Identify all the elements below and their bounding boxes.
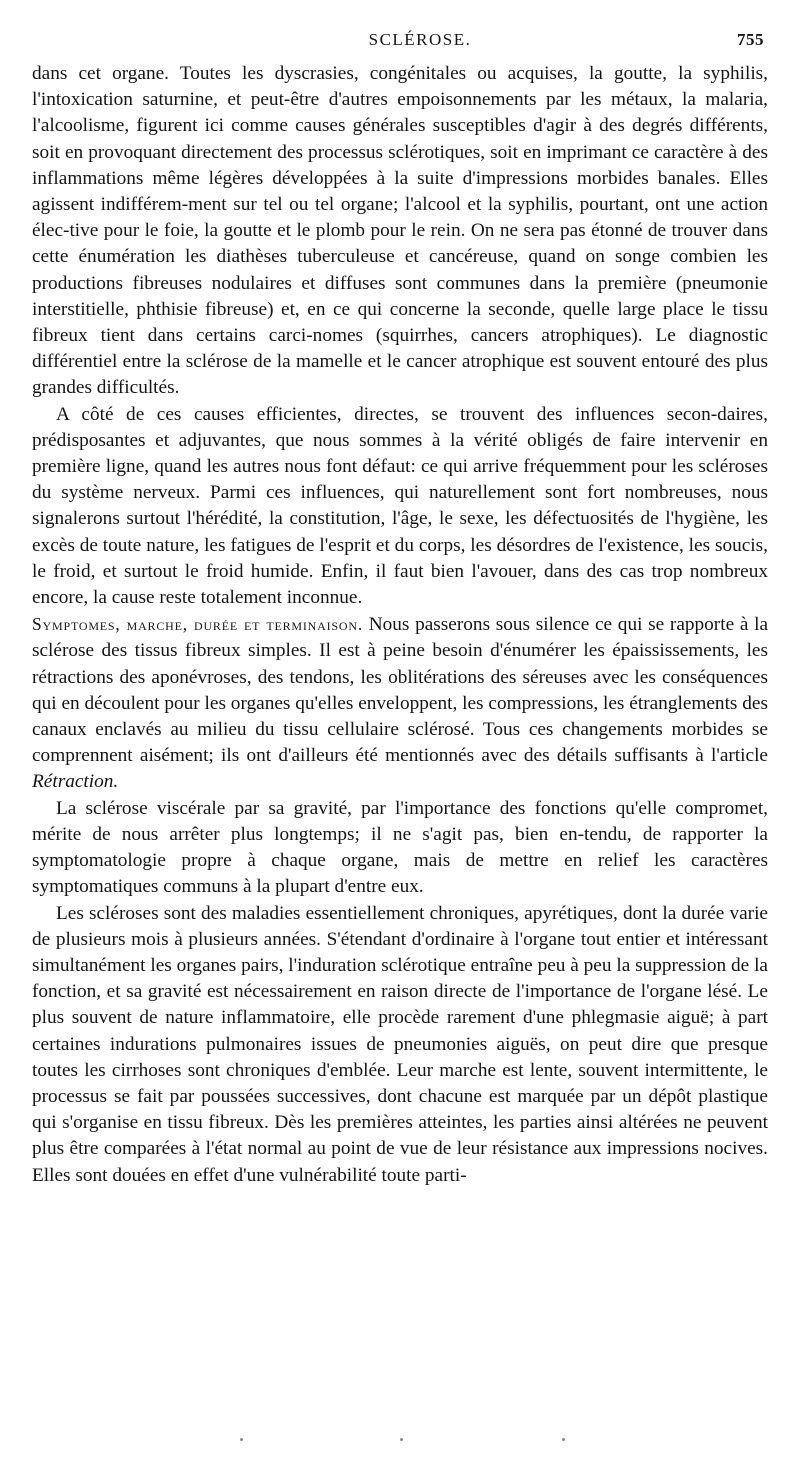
- paragraph-sclerose-viscerale: La sclérose viscérale par sa gravité, par l'importance des fonctions qu'elle compromet, mérite de nous arrêter plus longtemps; il ne s'agit pas, bien en-tendu, de rapporter la symptomatologie propre à chaque organe, mais de mettre en relief les caractères symptomatiques communs à la plupart d'entre eux.: [32, 797, 768, 898]
- book-page: [32, 26, 768, 1189]
- running-head: [32, 26, 768, 56]
- paragraph-symptomes: [32, 611, 768, 795]
- page-footer-specks: [0, 1438, 800, 1442]
- paragraph-causes-generales: dans cet organe. Toutes les dyscrasies, congénitales ou acquises, la goutte, la syphilis, l'intoxication saturnine, et peut-être d'autres empoisonnements par les métaux, la malaria, l'alcoolisme, figurent ici comme causes générales susceptibles d'agir à des degrés différents, soit en provoquant directement des processus sclérotiques, soit en imprimant ce caractère à des inflammations même légères développées à la suite d'impressions morbides banales. Elles agissent indifférem-ment sur tel ou tel organe; l'alcool et la syphilis, pourtant, ont une action élec-tive pour le foie, la goutte et le plomb pour le rein. On ne sera pas étonné de trouver dans cette énumération les diathèses tuberculeuse et cancéreuse, quand on songe combien les productions fibreuses nodulaires et diffuses sont communes dans la première (pneumonie interstitielle, phthisie fibreuse) et, en ce qui concerne la seconde, quelle large place le tissu fibreux tient dans certains carci-nomes (squirrhes, cancers atrophiques). Le diagnostic différentiel entre la sclérose de la mamelle et le cancer atrophique est souvent entouré des plus grandes difficultés.: [32, 63, 768, 399]
- body-text: [32, 61, 768, 1189]
- page-number: 755: [737, 30, 764, 49]
- paragraph-influences-secondaires: A côté de ces causes efficientes, directes, se trouvent des influences secon-daires, prédisposantes et adjuvantes, que nous sommes à la vérité obligés de faire intervenir en première ligne, quand les autres nous font défaut: ce qui arrive fréquemment pour les scléroses du système nerveux. Parmi ces influences, qui naturellement sont fort nombreuses, nous signalerons surtout l'hérédité, la constitution, l'âge, le sexe, les défectuosités de l'hygiène, les excès de toute nature, les fatigues de l'esprit et du corps, les désordres de l'existence, les soucis, le froid, et surtout le froid humide. Enfin, il faut bien l'avouer, dans des cas trop nombreux encore, la cause reste totalement inconnue.: [32, 403, 768, 609]
- speck-mark: [562, 1438, 565, 1441]
- speck-mark: [400, 1438, 403, 1441]
- paragraph-symptomes-text: Nous passerons sous silence ce qui se rapporte à la sclérose des tissus fibreux simples. Il est à peine besoin d'énumérer les épaississements, les rétractions des aponévroses, des tendons, les oblitérations des séreuses avec les conséquences qui en découlent pour les organes qu'elles enveloppent, les compressions, les étranglements des canaux enclavés au milieu du tissu cellulaire sclérosé. Tous ces changements morbides se comprennent aisément; ils ont d'ailleurs été mentionnés avec des détails suffisants à l'article: [32, 614, 768, 767]
- section-heading-symptomes: Symptomes, marche, durée et terminaison.: [32, 614, 363, 635]
- running-title: SCLÉROSE.: [368, 30, 472, 49]
- article-reference: Rétraction.: [32, 771, 119, 793]
- speck-mark: [240, 1438, 243, 1441]
- paragraph-maladies-chroniques: Les scléroses sont des maladies essentiellement chroniques, apyrétiques, dont la durée varie de plusieurs mois à plusieurs années. S'étendant d'ordinaire à l'organe tout entier et intéressant simultanément les organes pairs, l'induration sclérotique entraîne peu à peu la suppression de la fonction, et sa gravité est nécessairement en raison directe de l'importance de l'organe lésé. Le plus souvent de nature inflammatoire, elle procède rarement d'une phlegmasie aiguë; à part certaines indurations pulmonaires issues de pneumonies aiguës, on peut dire que presque toutes les cirrhoses sont chroniques d'emblée. Leur marche est lente, souvent intermittente, le processus se fait par poussées successives, dont chacune est marquée par un dépôt plastique qui s'organise en tissu fibreux. Dès les premières atteintes, les parties ainsi altérées ne peuvent plus être comparées à l'état normal au point de vue de leur résistance aux impressions nocives. Elles sont douées en effet d'une vulnérabilité toute parti-: [32, 902, 768, 1186]
